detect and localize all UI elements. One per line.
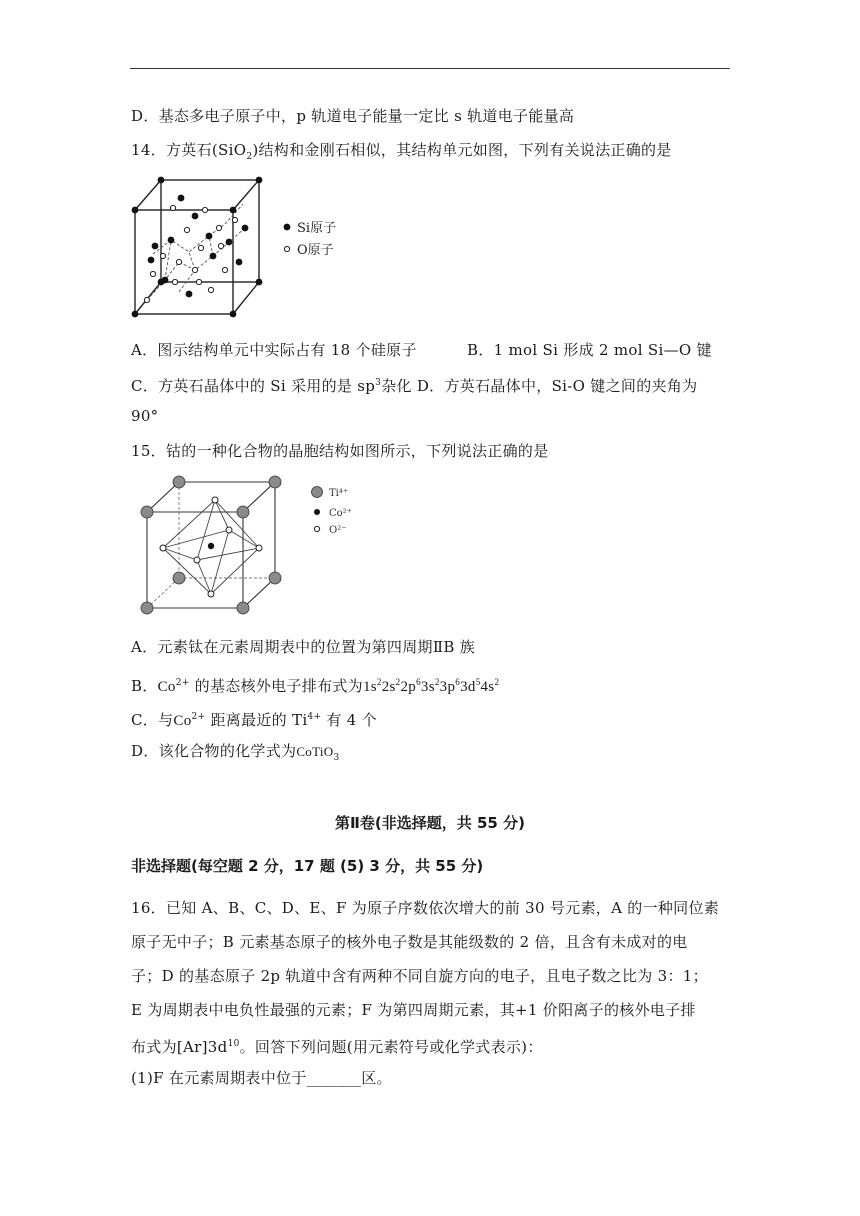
perovskite-figure [133, 470, 378, 620]
q16-subquestion-1: (1)F 在元素周期表中位于_______区。 [131, 1069, 392, 1087]
electron-configuration [363, 679, 499, 695]
section-title: 第Ⅱ卷(非选择题，共 55 分) [335, 814, 525, 832]
q13-option-d: D．基态多电子原子中，p 轨道电子能量一定比 s 轨道电子能量高 [131, 107, 575, 125]
q14-option-d-continued: 90° [131, 407, 159, 425]
q16-line-3: 子；D 的基态原子 2p 轨道中含有两种不同自旋方向的电子，且电子数之比为 3：1； [131, 967, 708, 985]
orbital-electron-count: 6 [416, 677, 421, 687]
orbital-term: 3s [420, 679, 435, 695]
q14-option-b: B．1 mol Si 形成 2 mol Si—O 键 [467, 341, 712, 359]
legend-o2-label: O²⁻ [329, 525, 347, 536]
q14-option-a: A．图示结构单元中实际占有 18 个硅原子 [131, 341, 417, 359]
orbital-electron-count: 2 [395, 677, 401, 687]
legend-o-label: O原子 [297, 243, 334, 258]
orbital-term: 2s [381, 679, 396, 695]
orbital-term: 3p [439, 679, 456, 695]
orbital-electron-count: 2 [494, 677, 500, 687]
q14-stem: 14．方英石(SiO$_2$)结构和金刚石相似，其结构单元如图，下列有关说法正确的是 [131, 141, 672, 162]
orbital-term: 2p [400, 679, 417, 695]
orbital-term: 1s [362, 679, 377, 695]
legend-co-label: Co²⁺ [329, 508, 352, 519]
q16-line-2: 原子无中子；B 元素基态原子的核外电子数是其能级数的 2 倍，且含有未成对的电 [131, 933, 688, 951]
orbital-term: 4s [480, 679, 495, 695]
q16-line-1: 16．已知 A、B、C、D、E、F 为原子序数依次增大的前 30 号元素，A 的一种同位素 [131, 899, 720, 917]
answer-blank[interactable]: _______ [306, 1069, 362, 1087]
q15-option-a: A．元素钛在元素周期表中的位置为第四周期ⅡB 族 [131, 638, 476, 656]
q16-line-4: E 为周期表中电负性最强的元素；F 为第四周期元素，其+1 价阳离子的核外电子排 [131, 1001, 696, 1019]
q15-stem: 15．钴的一种化合物的晶胞结构如图所示，下列说法正确的是 [131, 442, 549, 460]
orbital-electron-count: 6 [455, 677, 461, 687]
legend-ti-label: Ti⁴⁺ [329, 488, 349, 499]
legend-si-label: Si原子 [297, 221, 337, 236]
q15-option-d: D．该化合物的化学式为CoTiO$_3$ [131, 742, 340, 763]
section-subtitle: 非选择题(每空题 2 分，17 题 (5) 3 分，共 55 分) [131, 857, 484, 875]
q15-option-c: C．与$Co^{2+}$ 距离最近的 $Ti^{4+}$ 有 4 个 [131, 711, 377, 729]
header-rule [130, 68, 730, 69]
orbital-electron-count: 5 [475, 677, 481, 687]
q16-line-5: 布式为$[Ar]3d^{10}$。回答下列问题(用元素符号或化学式表示)： [131, 1038, 543, 1056]
orbital-electron-count: 2 [434, 677, 440, 687]
orbital-term: 3d [460, 679, 476, 695]
q14-option-c-d: C．方英石晶体中的 Si 采用的是 $sp^3$杂化 D．方英石晶体中，Si-O 键之间的夹角为 [131, 377, 698, 395]
orbital-electron-count: 2 [376, 677, 382, 687]
q15-option-b: B．$Co^{2+}$ 的基态核外电子排布式为$1s^22s^22p^63s^23p^63d^54s^2$ [131, 677, 500, 695]
cristobalite-figure [125, 170, 355, 330]
